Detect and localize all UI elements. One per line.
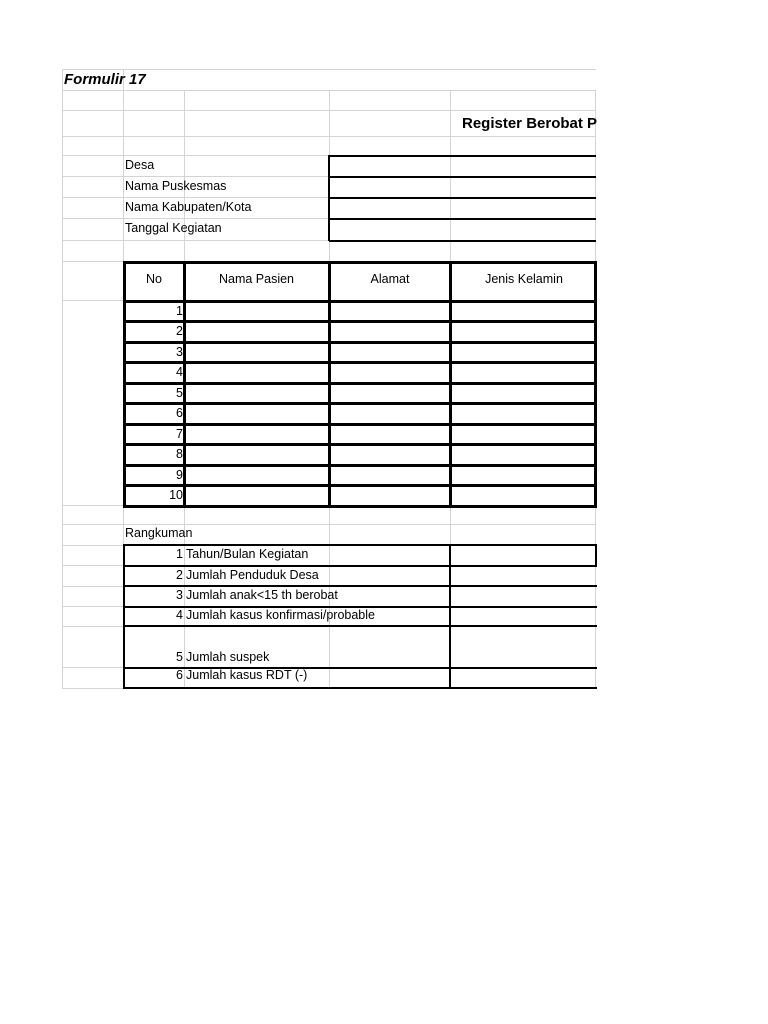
column-header-alamat: Alamat	[370, 272, 410, 286]
grid-line	[62, 69, 63, 688]
row-number: 9	[176, 468, 183, 482]
grid-line	[123, 544, 125, 689]
grid-line	[123, 382, 597, 385]
row-number: 1	[176, 304, 183, 318]
column-header-jenis-kelamin: Jenis Kelamin	[485, 272, 563, 286]
row-number: 8	[176, 447, 183, 461]
summary-item-number: 1	[176, 547, 183, 561]
form-label: Formulir 17	[64, 71, 146, 88]
grid-line	[123, 443, 597, 446]
grid-line	[123, 505, 597, 508]
row-number: 3	[176, 345, 183, 359]
grid-line	[329, 197, 596, 199]
summary-item-label: Jumlah suspek	[186, 650, 270, 664]
info-label-tanggal: Tanggal Kegiatan	[125, 221, 222, 235]
summary-item-number: 3	[176, 588, 183, 602]
grid-line	[123, 402, 597, 405]
row-number: 6	[176, 406, 183, 420]
grid-line	[123, 261, 597, 264]
grid-line	[329, 240, 596, 242]
grid-line	[329, 176, 596, 178]
grid-line	[123, 300, 597, 303]
info-label-kabupaten: Nama Kabupaten/Kota	[125, 200, 252, 214]
grid-line	[62, 69, 596, 70]
grid-line	[123, 687, 597, 689]
summary-item-number: 4	[176, 608, 183, 622]
summary-item-number: 5	[176, 650, 183, 664]
grid-line	[123, 361, 597, 364]
grid-line	[123, 625, 597, 627]
summary-item-label: Tahun/Bulan Kegiatan	[186, 547, 309, 561]
summary-item-number: 6	[176, 668, 183, 682]
summary-item-label: Jumlah Penduduk Desa	[186, 568, 319, 582]
grid-line	[328, 155, 330, 241]
row-number: 7	[176, 427, 183, 441]
summary-heading: Rangkuman	[125, 526, 193, 540]
row-number: 5	[176, 386, 183, 400]
row-number: 10	[169, 488, 183, 502]
grid-line	[123, 341, 597, 344]
summary-item-label: Jumlah anak<15 th berobat	[186, 588, 338, 602]
row-number: 2	[176, 324, 183, 338]
row-number: 4	[176, 365, 183, 379]
grid-line	[123, 484, 597, 487]
grid-line	[123, 261, 126, 508]
grid-line	[328, 261, 331, 508]
register-title: Register Berobat P	[462, 115, 598, 132]
grid-line	[594, 261, 597, 508]
grid-line	[123, 320, 597, 323]
column-header-no: No	[146, 272, 162, 286]
summary-item-label: Jumlah kasus konfirmasi/probable	[186, 608, 375, 622]
grid-line	[449, 261, 452, 508]
grid-line	[123, 464, 597, 467]
summary-item-number: 2	[176, 568, 183, 582]
grid-line	[329, 218, 596, 220]
grid-line	[329, 155, 596, 157]
summary-item-label: Jumlah kasus RDT (-)	[186, 668, 308, 682]
info-label-desa: Desa	[125, 158, 155, 172]
grid-line	[595, 544, 597, 565]
grid-line	[123, 423, 597, 426]
grid-line	[183, 261, 186, 508]
column-header-nama-pasien: Nama Pasien	[218, 272, 295, 286]
info-label-puskesmas: Nama Puskesmas	[125, 179, 227, 193]
grid-line	[449, 544, 451, 689]
